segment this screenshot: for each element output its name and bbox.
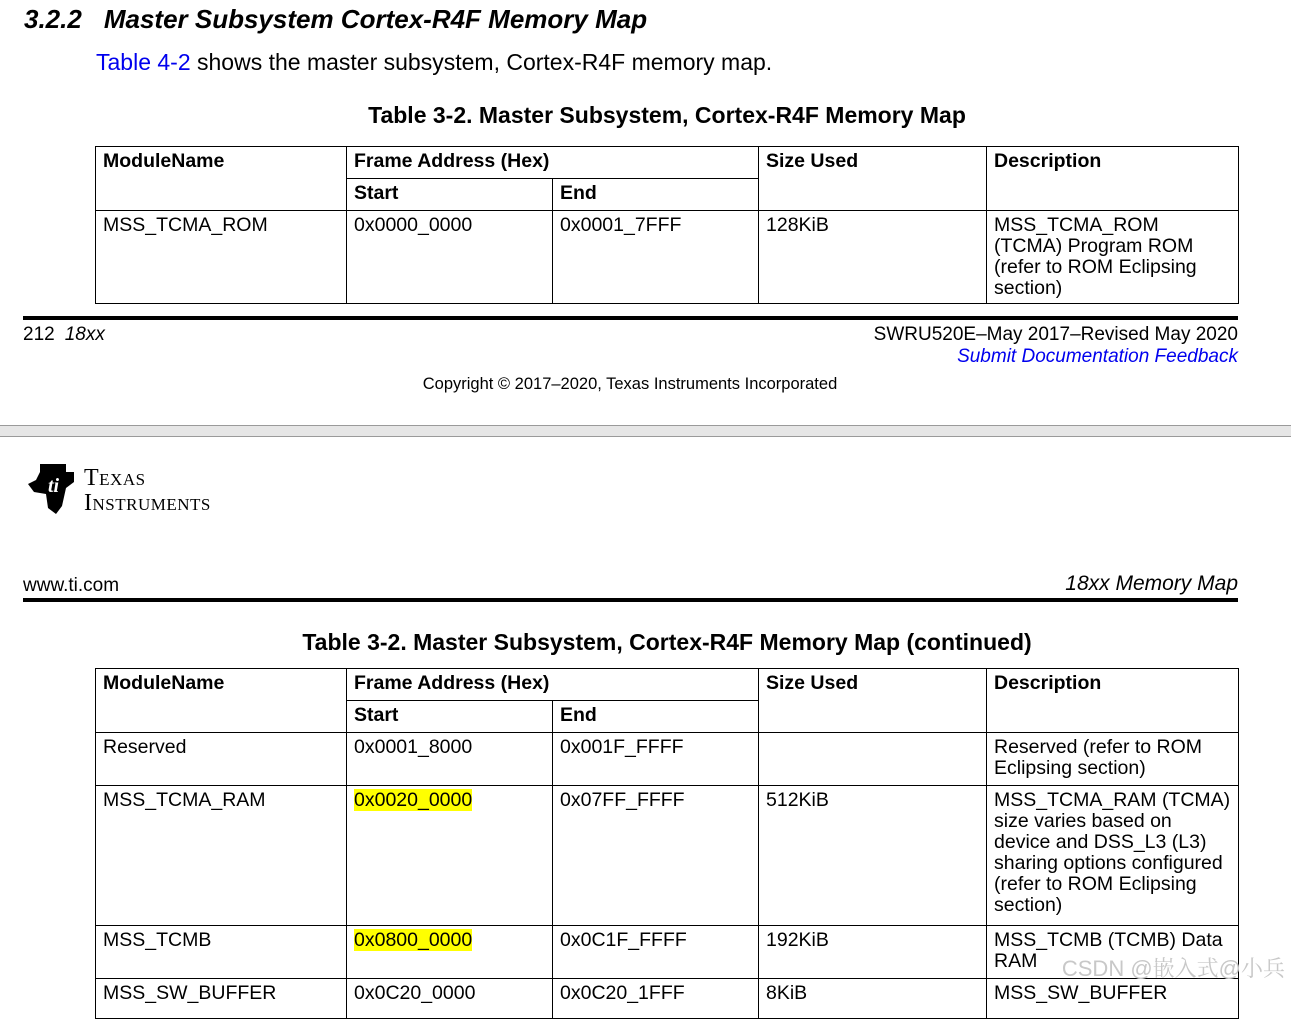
logo-line-1: Texas: [84, 465, 146, 491]
column-header-start: Start: [347, 179, 553, 211]
table1-title: Table 3-2. Master Subsystem, Cortex-R4F Memory Map: [368, 102, 966, 128]
section-heading: [24, 4, 647, 35]
table-row: [96, 786, 1239, 926]
table-row: [96, 979, 1239, 1019]
cell-module: MSS_TCMA_ROM: [96, 211, 347, 304]
website-link[interactable]: www.ti.com: [23, 575, 120, 596]
cell-description: MSS_TCMB (TCMB) Data RAM: [987, 926, 1239, 979]
doc-revision: SWRU520E–May 2017–Revised May 2020: [873, 324, 1238, 345]
cell-size: [759, 733, 987, 786]
column-header-module: ModuleName: [96, 147, 347, 211]
column-header-size: Size Used: [759, 669, 987, 733]
cell-module: MSS_TCMB: [96, 926, 347, 979]
copyright: Copyright © 2017–2020, Texas Instruments Incorporated: [422, 375, 838, 393]
highlighted-address: 0x0020_0000: [354, 789, 473, 811]
svg-text:ti: ti: [48, 475, 60, 497]
cell-module: MSS_SW_BUFFER: [96, 979, 347, 1019]
cell-module: Reserved: [96, 733, 347, 786]
cell-size: 128KiB: [759, 211, 987, 304]
column-header-start: Start: [347, 701, 553, 733]
cell-start: 0x0001_8000: [347, 733, 553, 786]
cell-description: MSS_SW_BUFFER: [987, 979, 1239, 1019]
cell-end: 0x07FF_FFFF: [553, 786, 759, 926]
cell-size: 8KiB: [759, 979, 987, 1019]
column-header-size: Size Used: [759, 147, 987, 211]
intro-paragraph: [96, 49, 772, 76]
memory-map-table: [95, 146, 1239, 304]
cell-end: 0x0C20_1FFF: [553, 979, 759, 1019]
cell-start: [347, 786, 553, 926]
table-row: [96, 211, 1239, 304]
ti-logo: [26, 462, 256, 522]
cell-start: [347, 926, 553, 979]
footer-rule: [23, 316, 1238, 320]
section-title: Master Subsystem Cortex-R4F Memory Map: [103, 4, 648, 34]
footer-page-info: [23, 324, 105, 346]
running-title: 18xx Memory Map: [1065, 572, 1238, 595]
column-header-module: ModuleName: [96, 669, 347, 733]
page-number: 212: [23, 324, 55, 345]
section-number: 3.2.2: [24, 4, 82, 34]
doc-title: 18xx: [64, 324, 105, 345]
cell-description: MSS_TCMA_ROM (TCMA) Program ROM (refer to ROM Eclipsing section): [987, 211, 1239, 304]
cell-size: 192KiB: [759, 926, 987, 979]
header-rule: [23, 598, 1238, 602]
table2-title: Table 3-2. Master Subsystem, Cortex-R4F Memory Map (continued): [302, 629, 1032, 655]
page-break: [0, 425, 1291, 437]
logo-line-2: Instruments: [84, 490, 211, 516]
cell-description: Reserved (refer to ROM Eclipsing section): [987, 733, 1239, 786]
ti-state-icon: [26, 462, 80, 516]
cell-start: 0x0000_0000: [347, 211, 553, 304]
column-header-frame-address: Frame Address (Hex): [347, 669, 759, 701]
table-reference-link[interactable]: Table 4-2: [96, 49, 191, 75]
watermark: CSDN @嵌入式@小兵: [1061, 956, 1285, 981]
cell-end: 0x001F_FFFF: [553, 733, 759, 786]
column-header-frame-address: Frame Address (Hex): [347, 147, 759, 179]
table-row: [96, 733, 1239, 786]
cell-module: MSS_TCMA_RAM: [96, 786, 347, 926]
column-header-end: End: [553, 701, 759, 733]
column-header-description: Description: [987, 147, 1239, 211]
cell-end: 0x0001_7FFF: [553, 211, 759, 304]
highlighted-address: 0x0800_0000: [354, 929, 473, 951]
column-header-description: Description: [987, 669, 1239, 733]
intro-text: shows the master subsystem, Cortex-R4F memory map.: [190, 49, 773, 75]
cell-description: MSS_TCMA_RAM (TCMA) size varies based on device and DSS_L3 (L3) sharing options configured (refer to ROM Eclipsing section): [987, 786, 1239, 926]
column-header-end: End: [553, 179, 759, 211]
cell-start: 0x0C20_0000: [347, 979, 553, 1019]
feedback-link[interactable]: Submit Documentation Feedback: [957, 346, 1238, 367]
ti-logo-text: [84, 466, 211, 516]
cell-size: 512KiB: [759, 786, 987, 926]
cell-end: 0x0C1F_FFFF: [553, 926, 759, 979]
